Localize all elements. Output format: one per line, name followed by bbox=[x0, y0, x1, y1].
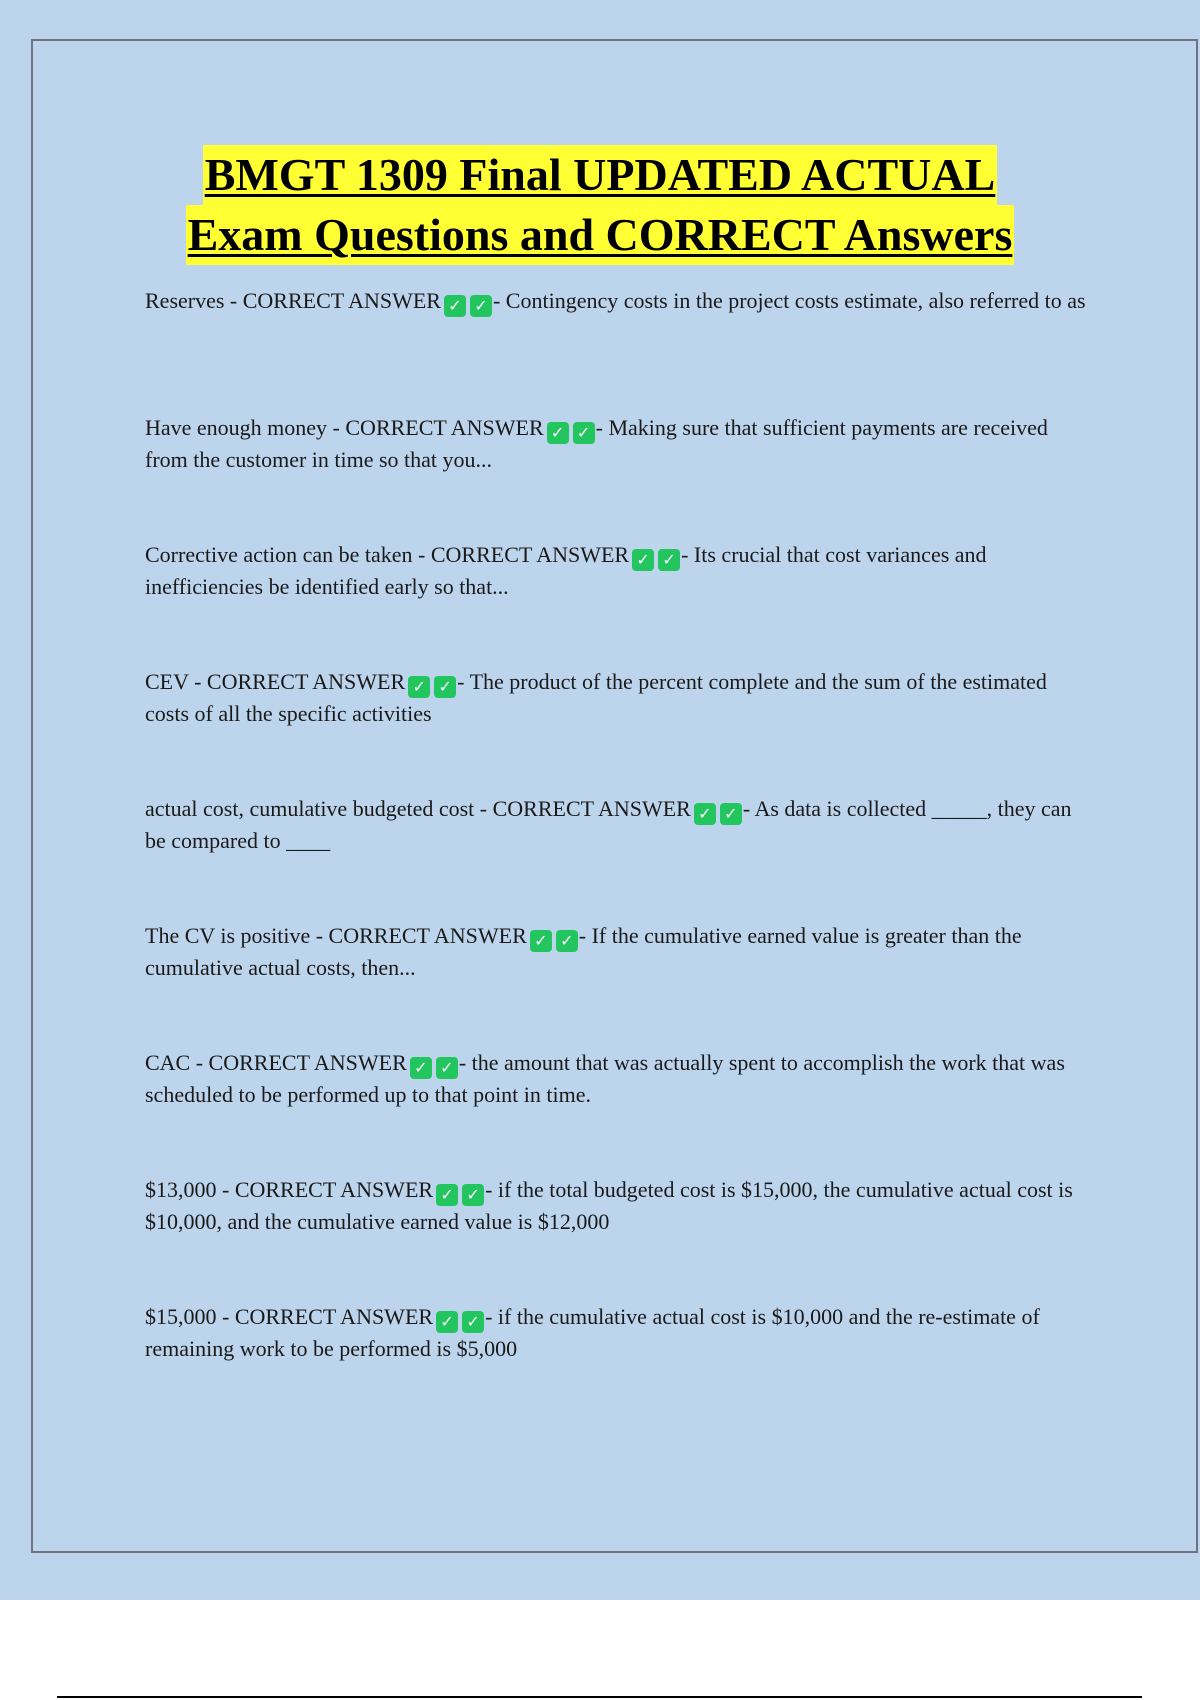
answer-definition: - Making sure that sufficient payments are received from the customer in time so that you... bbox=[145, 415, 1048, 472]
answer-term: $13,000 - CORRECT ANSWER bbox=[145, 1177, 434, 1202]
check-icon: ✓ bbox=[658, 549, 680, 571]
check-icon: ✓ bbox=[694, 803, 716, 825]
title-line-1: BMGT 1309 Final UPDATED ACTUAL bbox=[203, 145, 998, 205]
check-icon: ✓ bbox=[444, 295, 466, 317]
check-icon: ✓ bbox=[720, 803, 742, 825]
question-list bbox=[145, 285, 1090, 1428]
check-icon: ✓ bbox=[410, 1057, 432, 1079]
check-icon: ✓ bbox=[556, 930, 578, 952]
check-icon: ✓ bbox=[436, 1311, 458, 1333]
question-entry bbox=[145, 285, 1090, 412]
check-icon: ✓ bbox=[434, 676, 456, 698]
answer-term: The CV is positive - CORRECT ANSWER bbox=[145, 923, 527, 948]
answer-term: Have enough money - CORRECT ANSWER bbox=[145, 415, 544, 440]
answer-term: CAC - CORRECT ANSWER bbox=[145, 1050, 407, 1075]
answer-definition: - if the cumulative actual cost is $10,000 and the re-estimate of remaining work to be performed is $5,000 bbox=[145, 1304, 1040, 1361]
check-icon: ✓ bbox=[573, 422, 595, 444]
question-entry bbox=[145, 1047, 1090, 1174]
question-entry bbox=[145, 920, 1090, 1047]
check-icon: ✓ bbox=[462, 1184, 484, 1206]
answer-term: actual cost, cumulative budgeted cost - CORRECT ANSWER bbox=[145, 796, 691, 821]
document-title bbox=[0, 145, 1200, 265]
check-icon: ✓ bbox=[436, 1184, 458, 1206]
answer-term: Corrective action can be taken - CORRECT ANSWER bbox=[145, 542, 630, 567]
answer-definition: - As data is collected _____, they can be compared to ____ bbox=[145, 796, 1072, 853]
check-icon: ✓ bbox=[632, 549, 654, 571]
check-icon: ✓ bbox=[547, 422, 569, 444]
title-line-2: Exam Questions and CORRECT Answers bbox=[186, 205, 1015, 265]
answer-term: Reserves - CORRECT ANSWER bbox=[145, 288, 441, 313]
answer-term: CEV - CORRECT ANSWER bbox=[145, 669, 406, 694]
question-entry bbox=[145, 666, 1090, 793]
answer-definition: - The product of the percent complete and the sum of the estimated costs of all the specific activities bbox=[145, 669, 1047, 726]
question-entry bbox=[145, 1301, 1090, 1428]
check-icon: ✓ bbox=[462, 1311, 484, 1333]
bottom-divider bbox=[57, 1696, 1142, 1698]
question-entry bbox=[145, 793, 1090, 920]
answer-definition: - Contingency costs in the project costs estimate, also referred to as bbox=[492, 288, 1086, 313]
question-entry bbox=[145, 412, 1090, 539]
check-icon: ✓ bbox=[436, 1057, 458, 1079]
check-icon: ✓ bbox=[408, 676, 430, 698]
answer-definition: - Its crucial that cost variances and inefficiencies be identified early so that... bbox=[145, 542, 987, 599]
answer-definition: - If the cumulative earned value is greater than the cumulative actual costs, then... bbox=[145, 923, 1022, 980]
question-entry bbox=[145, 539, 1090, 666]
check-icon: ✓ bbox=[530, 930, 552, 952]
answer-term: $15,000 - CORRECT ANSWER bbox=[145, 1304, 434, 1329]
answer-definition: - if the total budgeted cost is $15,000, the cumulative actual cost is $10,000, and the cumulative earned value is $12,000 bbox=[145, 1177, 1073, 1234]
answer-definition: - the amount that was actually spent to accomplish the work that was scheduled to be performed up to that point in time. bbox=[145, 1050, 1065, 1107]
check-icon: ✓ bbox=[470, 295, 492, 317]
question-entry bbox=[145, 1174, 1090, 1301]
